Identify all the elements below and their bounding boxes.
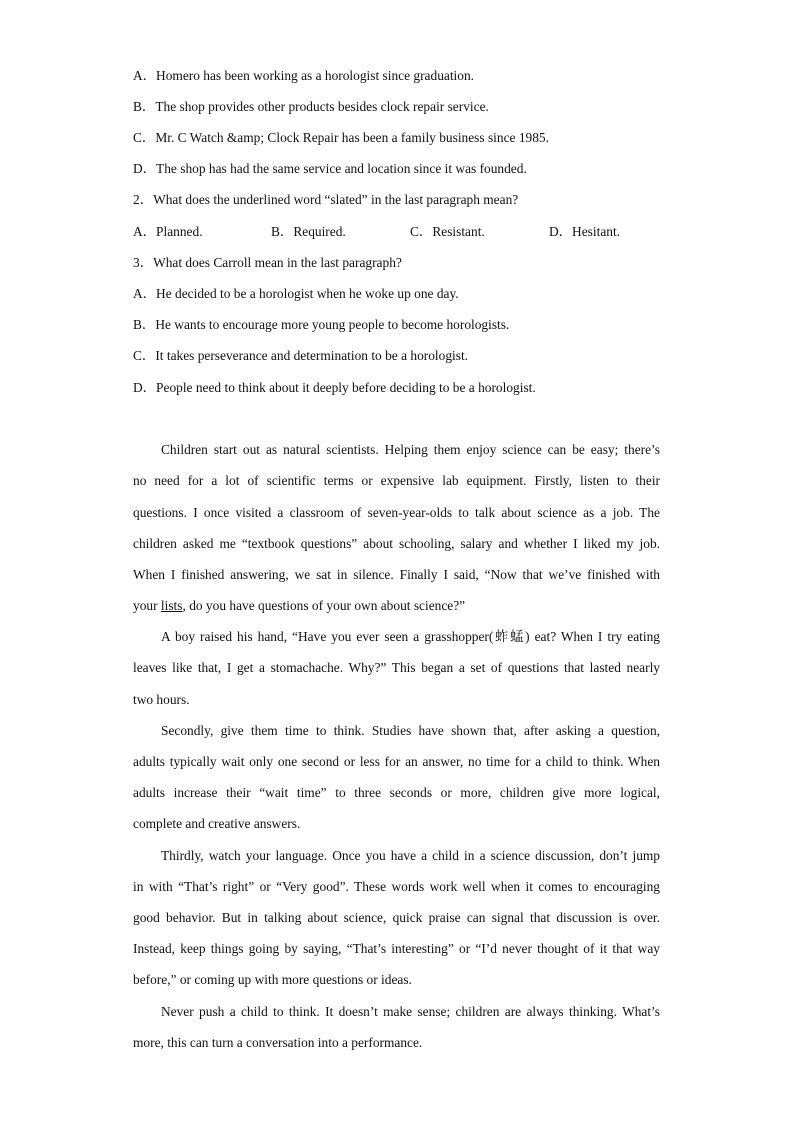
- passage-p1-line: When I finished answering, we sat in silence. Finally I said, “Now that we’ve finished with: [133, 567, 660, 582]
- passage-p5-line: more, this can turn a conversation into a performance.: [133, 1035, 423, 1050]
- q2-stem: 2．What does the underlined word “slated” in the last paragraph mean?: [133, 192, 519, 207]
- passage-p4-line: Thirdly, watch your language. Once you have a child in a science discussion, don’t jump: [161, 848, 660, 863]
- q2-option-c: C．Resistant.: [410, 224, 485, 239]
- passage-p1-last-line: [133, 598, 660, 614]
- q1-option-b: B．The shop provides other products besides clock repair service.: [133, 99, 489, 114]
- text-segment: , do you have questions of your own about science?”: [182, 598, 466, 613]
- passage-p4-line: good behavior. But in talking about science, quick praise can signal that discussion is over.: [133, 910, 660, 925]
- passage-p4-line: Instead, keep things going by saying, “That’s interesting” or “I’d never thought of it that way: [133, 941, 660, 956]
- q3-option-b: B．He wants to encourage more young people to become horologists.: [133, 317, 510, 332]
- q2-option-a: A．Planned.: [133, 224, 203, 239]
- q3-option-d: D．People need to think about it deeply before deciding to be a horologist.: [133, 380, 536, 395]
- passage-p3-line: adults typically wait only one second or less for an answer, no time for a child to think. When: [133, 754, 660, 769]
- passage-p4-line: before,” or coming up with more questions or ideas.: [133, 972, 412, 987]
- q1-option-d: D．The shop has had the same service and location since it was founded.: [133, 161, 527, 176]
- passage-p3-line: Secondly, give them time to think. Studies have shown that, after asking a question,: [161, 723, 660, 738]
- passage-p1-line: Children start out as natural scientists. Helping them enjoy science can be easy; there’s: [161, 442, 660, 457]
- q3-option-a: A．He decided to be a horologist when he woke up one day.: [133, 286, 459, 301]
- q2-option-b: B．Required.: [271, 224, 346, 239]
- q1-option-c: C．Mr. C Watch &amp; Clock Repair has been a family business since 1985.: [133, 130, 549, 145]
- q3-option-c: C．It takes perseverance and determination to be a horologist.: [133, 348, 469, 363]
- q2-option-d: D．Hesitant.: [549, 224, 621, 239]
- q1-option-a: A．Homero has been working as a horologist since graduation.: [133, 68, 475, 83]
- passage-p3-line: adults increase their “wait time” to three seconds or more, children give more logical,: [133, 785, 660, 800]
- passage-p1-line: no need for a lot of scientific terms or expensive lab equipment. Firstly, listen to their: [133, 473, 660, 488]
- passage-p2-line: leaves like that, I get a stomachache. Why?” This began a set of questions that lasted nearly: [133, 660, 660, 675]
- passage-p4-line: in with “That’s right” or “Very good”. These words work well when it comes to encouraging: [133, 879, 660, 894]
- passage-p1-line: children asked me “textbook questions” about schooling, salary and whether I liked my job.: [133, 536, 660, 551]
- underlined-word: lists: [160, 598, 183, 613]
- passage-p5-line: Never push a child to think. It doesn’t make sense; children are always thinking. What’s: [161, 1004, 660, 1019]
- passage-p1-line: questions. I once visited a classroom of seven-year-olds to talk about science as a job. The: [133, 505, 660, 520]
- text-segment: your: [133, 598, 161, 613]
- q3-stem: 3．What does Carroll mean in the last paragraph?: [133, 255, 402, 270]
- passage-p3-line: complete and creative answers.: [133, 816, 301, 831]
- passage-p2-line: A boy raised his hand, “Have you ever seen a grasshopper(蚱蜢) eat? When I try eating: [161, 629, 660, 644]
- passage-p2-line: two hours.: [133, 692, 190, 707]
